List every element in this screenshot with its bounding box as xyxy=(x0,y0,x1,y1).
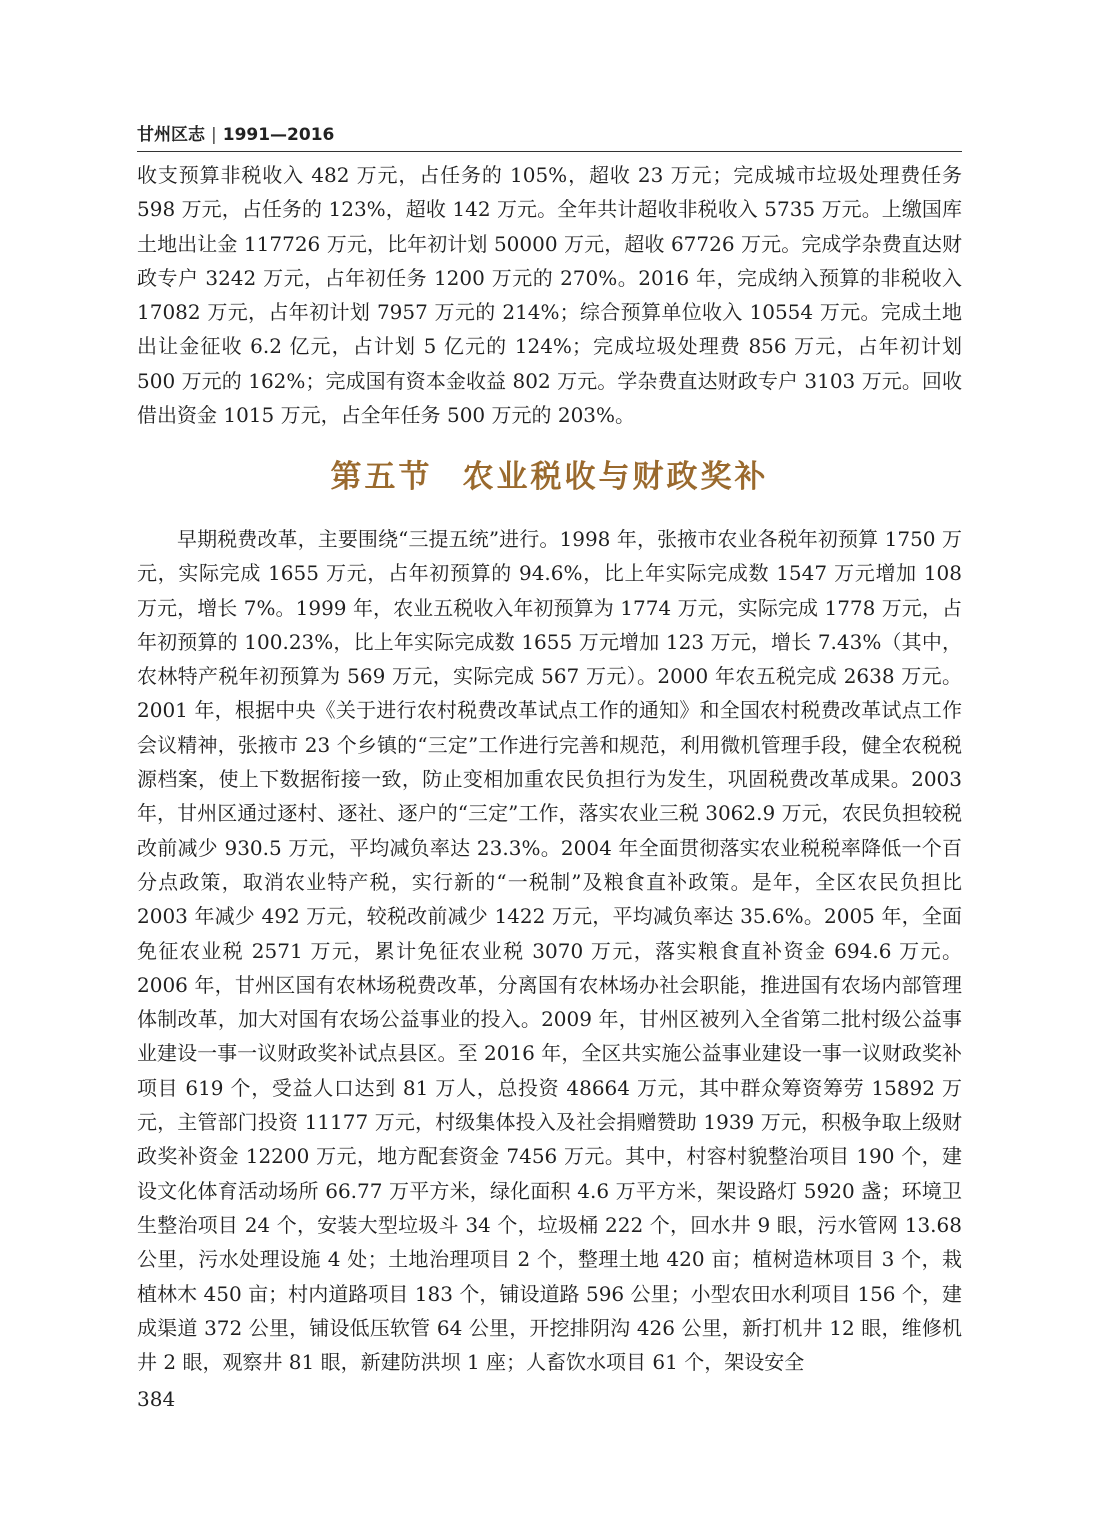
header-separator: | xyxy=(211,125,217,145)
book-title: 甘州区志 xyxy=(137,125,205,145)
paragraph: 早期税费改革，主要围绕“三提五统”进行。1998 年，张掖市农业各税年初预算 1750 万元，实际完成 1655 万元，占年初预算的 94.6%，比上年实际完成数 1547 万元增加 108 万元，增长 7%。1999 年，农业五税收入年初预算为 1774 万元，实际完成 1778 万元，占年初预算的 100.23%，比上年实际完成数 1655 万元增加 123 万元，增长 7.43%（其中，农林特产税年初预算为 569 万元，实际完成 567 万元）。2000 年农五税完成 2638 万元。2001 年，根据中央《关于进行农村税费改革试点工作的通知》和全国农村税费改革试点工作会议精神，张掖市 23 个乡镇的“三定”工作进行完善和规范，利用微机管理手段，健全农税税源档案，使上下数据衔接一致，防止变相加重农民负担行为发生，巩固税费改革成果。2003 年，甘州区通过逐村、逐社、逐户的“三定”工作，落实农业三税 3062.9 万元，农民负担较税改前减少 930.5 万元，平均减负率达 23.3%。2004 年全面贯彻落实农业税税率降低一个百分点政策，取消农业特产税，实行新的“一税制”及粮食直补政策。是年，全区农民负担比 2003 年减少 492 万元，较税改前减少 1422 万元，平均减负率达 35.6%。2005 年，全面免征农业税 2571 万元，累计免征农业税 3070 万元，落实粮食直补资金 694.6 万元。2006 年，甘州区国有农林场税费改革，分离国有农林场办社会职能，推进国有农场内部管理体制改革，加大对国有农场公益事业的投入。2009 年，甘州区被列入全省第二批村级公益事业建设一事一议财政奖补试点县区。至 2016 年，全区共实施公益事业建设一事一议财政奖补项目 619 个，受益人口达到 81 万人，总投资 48664 万元，其中群众筹资筹劳 15892 万元，主管部门投资 11177 万元，村级集体投入及社会捐赠赞助 1939 万元，积极争取上级财政奖补资金 12200 万元，地方配套资金 7456 万元。其中，村容村貌整治项目 190 个，建设文化体育活动场所 66.77 万平方米，绿化面积 4.6 万平方米，架设路灯 5920 盏；环境卫生整治项目 24 个，安装大型垃圾斗 34 个，垃圾桶 222 个，回水井 9 眼，污水管网 13.68 公里，污水处理设施 4 处；土地治理项目 2 个，整理土地 420 亩；植树造林项目 3 个，栽植林木 450 亩；村内道路项目 183 个，铺设道路 596 公里；小型农田水利项目 156 个，建成渠道 372 公里，铺设低压软管 64 公里，开挖排阴沟 426 公里，新打机井 12 眼，维修机井 2 眼，观察井 81 眼，新建防洪坝 1 座；人畜饮水项目 61 个，架设安全 xyxy=(137,527,962,1375)
header-period: 1991—2016 xyxy=(222,125,335,145)
running-header xyxy=(137,120,962,152)
body-text-continued xyxy=(137,158,962,432)
page-number: 384 xyxy=(137,1387,176,1411)
section-heading xyxy=(137,451,962,496)
paragraph: 收支预算非税收入 482 万元，占任务的 105%，超收 23 万元；完成城市垃圾处理费任务 598 万元，占任务的 123%，超收 142 万元。全年共计超收非税收入 5735 万元。上缴国库土地出让金 117726 万元，比年初计划 50000 万元，超收 67726 万元。完成学杂费直达财政专户 3242 万元，占年初任务 1200 万元的 270%。2016 年，完成纳入预算的非税收入 17082 万元，占年初计划 7957 万元的 214%；综合预算单位收入 10554 万元。完成土地出让金征收 6.2 亿元，占计划 5 亿元的 124%；完成垃圾处理费 856 万元，占年初计划 500 万元的 162%；完成国有资本金收益 802 万元。学杂费直达财政专户 3103 万元。回收借出资金 1015 万元，占全年任务 500 万元的 203%。 xyxy=(137,163,962,428)
section-title-text: 农业税收与财政奖补 xyxy=(462,459,769,495)
section-body xyxy=(137,522,962,1379)
section-number: 第五节 xyxy=(330,459,433,495)
